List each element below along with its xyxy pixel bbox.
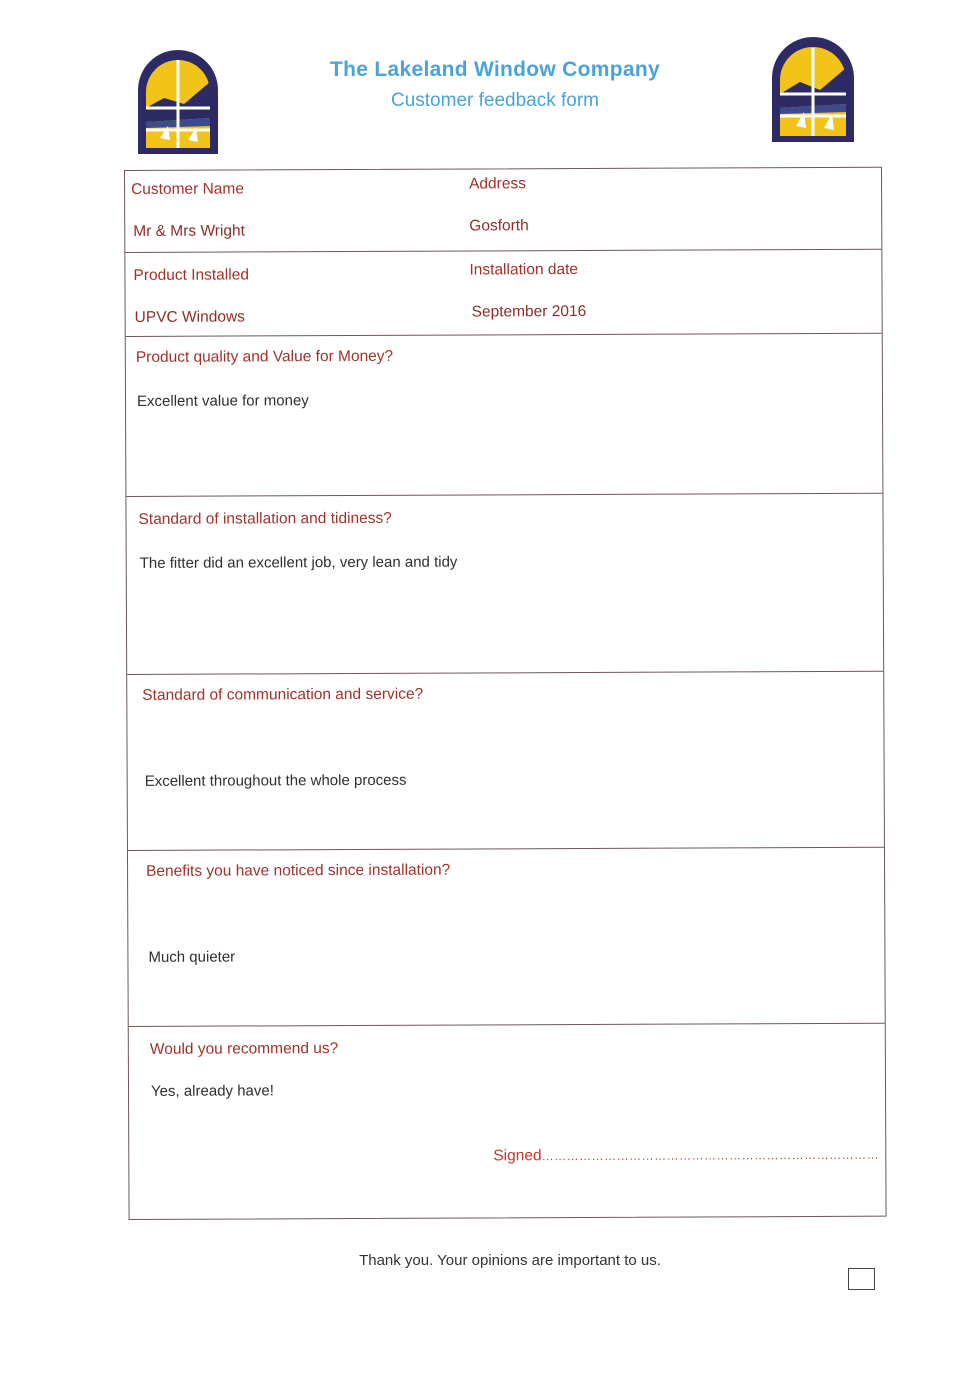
answer-text[interactable]: Much quieter bbox=[148, 948, 236, 966]
form-title: Customer feedback form bbox=[390, 90, 600, 111]
installation-date-label: Installation date bbox=[469, 261, 579, 279]
question-row bbox=[127, 672, 884, 851]
customer-name-value[interactable]: Mr & Mrs Wright bbox=[133, 222, 245, 240]
installation-date-value[interactable]: September 2016 bbox=[471, 302, 587, 321]
question-label: Would you recommend us? bbox=[149, 1040, 339, 1058]
product-row bbox=[125, 250, 881, 337]
customer-name-label: Customer Name bbox=[131, 180, 244, 198]
feedback-form-table bbox=[124, 167, 887, 1220]
arched-window-logo-icon bbox=[134, 46, 222, 156]
question-label: Product quality and Value for Money? bbox=[135, 347, 394, 366]
answer-text[interactable]: Yes, already have! bbox=[150, 1082, 274, 1100]
question-label: Benefits you have noticed since installation? bbox=[146, 861, 451, 880]
checkbox[interactable] bbox=[848, 1268, 875, 1290]
answer-text[interactable]: Excellent throughout the whole process bbox=[144, 771, 407, 790]
address-value[interactable]: Gosforth bbox=[469, 217, 529, 235]
company-title: The Lakeland Window Company bbox=[330, 58, 660, 81]
answer-text[interactable]: Excellent value for money bbox=[136, 392, 309, 410]
question-label: Standard of communication and service? bbox=[142, 685, 424, 704]
signature-line[interactable] bbox=[493, 1146, 879, 1166]
product-installed-value[interactable]: UPVC Windows bbox=[134, 308, 245, 326]
question-row bbox=[128, 848, 885, 1027]
answer-text[interactable]: The fitter did an excellent job, very lean and tidy bbox=[139, 553, 458, 572]
customer-row bbox=[125, 168, 881, 253]
footer-thank-you: Thank you. Your opinions are important to us. bbox=[359, 1252, 661, 1269]
signature-dots: ……………………………………………………………………… bbox=[541, 1147, 880, 1164]
question-label: Standard of installation and tidiness? bbox=[138, 509, 392, 528]
arched-window-logo-icon bbox=[768, 34, 858, 144]
question-row bbox=[129, 1024, 886, 1219]
question-row bbox=[126, 334, 883, 497]
question-row bbox=[126, 494, 883, 675]
address-label: Address bbox=[469, 175, 526, 193]
product-installed-label: Product Installed bbox=[133, 266, 249, 284]
signature-label: Signed bbox=[493, 1147, 542, 1165]
